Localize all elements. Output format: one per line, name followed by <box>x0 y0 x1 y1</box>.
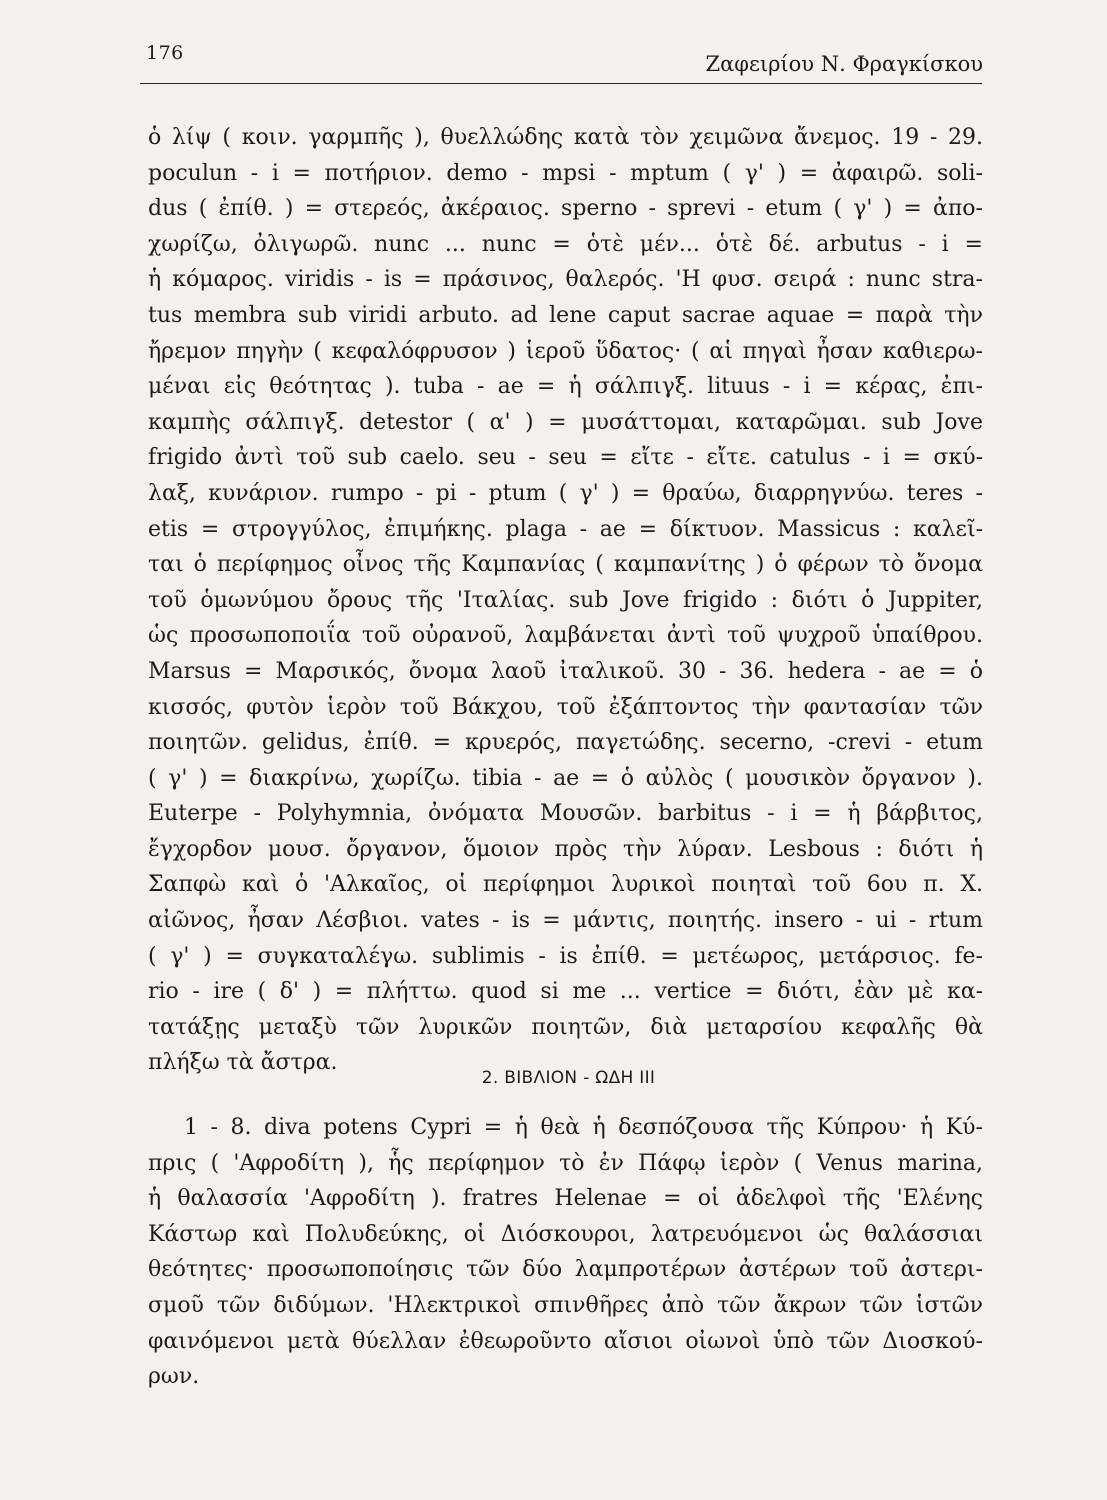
commentary-block-1 <box>148 120 983 1081</box>
commentary-block-2 <box>148 1110 983 1395</box>
text-line: tus membra sub viridi arbuto. ad lene caput sacrae aquae = παρὰ τὴν <box>148 302 983 328</box>
text-line: ὁ λίψ ( κοιν. γαρμπῆς ), θυελλώδης κατὰ τὸν χειμῶνα ἄνεμος. 19 - 29. <box>148 125 983 150</box>
text-line: καμπὴς σάλπιγξ. detestor ( α' ) = μυσάττομαι, καταρῶμαι. sub Jove <box>148 409 983 435</box>
text-line: κισσός, φυτὸν ἱερὸν τοῦ Βάκχου, τοῦ ἐξάπτοντος τὴν φαντασίαν τῶν <box>148 694 983 720</box>
text-line: πλήξω τὰ ἄστρα. <box>148 1050 338 1076</box>
text-line: ἤρεμον πηγὴν ( κεφαλόφρυσον ) ἱεροῦ ὕδατος· ( αἱ πηγαὶ ἦσαν καθιερω- <box>148 338 983 364</box>
text-line: Marsus = Μαρσικός, ὄνομα λαοῦ ἰταλικοῦ. 30 - 36. hedera - ae = ὁ <box>148 658 983 684</box>
text-line: ποιητῶν. gelidus, ἐπίθ. = κρυερός, παγετώδης. secerno, -crevi - etum <box>148 730 983 756</box>
running-head-author: Ζαφειρίου Ν. Φραγκίσκου <box>705 52 983 76</box>
text-line: Σαπφὼ καὶ ὁ 'Αλκαῖος, οἱ περίφημοι λυρικοὶ ποιηταὶ τοῦ 6ου π. Χ. <box>148 872 983 898</box>
text-line: frigido ἀντὶ τοῦ sub caelo. seu - seu = εἴτε - εἴτε. catulus - i = σκύ- <box>148 445 983 471</box>
text-line: πρις ( 'Αφροδίτη ), ἧς περίφημον τὸ ἐν Πάφῳ ἱερὸν ( Venus marina, <box>148 1150 983 1176</box>
text-line: ( γ' ) = συγκαταλέγω. sublimis - is ἐπίθ. = μετέωρος, μετάρσιος. fe- <box>148 943 983 969</box>
text-line: ( γ' ) = διακρίνω, χωρίζω. tibia - ae = ὁ αὐλὸς ( μουσικὸν ὄργανον ). <box>148 765 983 791</box>
header-rule <box>140 83 982 84</box>
text-line: μέναι εἰς θεότητας ). tuba - ae = ἡ σάλπιγξ. lituus - i = κέρας, ἐπι- <box>148 374 983 400</box>
section-heading: 2. ΒΙΒΛΙΟΝ - ΩΔΗ III <box>481 1068 656 1088</box>
text-line: αἰῶνος, ἦσαν Λέσβιοι. vates - is = μάντις, ποιητής. insero - ui - rtum <box>148 908 983 934</box>
text-line: poculun - i = ποτήριον. demo - mpsi - mptum ( γ' ) = ἀφαιρῶ. soli- <box>148 160 983 186</box>
text-line: etis = στρογγύλος, ἐπιμήκης. plaga - ae = δίκτυον. Massicus : καλεῖ- <box>148 516 983 542</box>
text-line: dus ( ἐπίθ. ) = στερεός, ἀκέραιος. sperno - sprevi - etum ( γ' ) = ἀπο- <box>148 196 983 222</box>
text-line: φαινόμενοι μετὰ θύελλαν ἐθεωροῦντο αἴσιοι οἰωνοὶ ὑπὸ τῶν Διοσκού- <box>148 1328 983 1354</box>
text-line: τατάξῃς μεταξὺ τῶν λυρικῶν ποιητῶν, διὰ μεταρσίου κεφαλῆς θὰ <box>148 1014 983 1040</box>
text-line: λαξ, κυνάριον. rumpo - pi - ptum ( γ' ) = θραύω, διαρρηγνύω. teres - <box>148 480 983 506</box>
text-line: ἡ κόμαρος. viridis - is = πράσινος, θαλερός. 'Η φυσ. σειρά : nunc stra- <box>148 267 983 293</box>
text-line: ὡς προσωποποιΐα τοῦ οὐρανοῦ, λαμβάνεται ἀντὶ τοῦ ψυχροῦ ὑπαίθρου. <box>148 623 983 649</box>
text-line: ἡ θαλασσία 'Αφροδίτη ). fratres Helenae = οἱ ἀδελφοὶ τῆς 'Ελένης <box>148 1186 983 1212</box>
text-line: 1 - 8. diva potens Cypri = ἡ θεὰ ἡ δεσπόζουσα τῆς Κύπρου· ἡ Κύ- <box>184 1115 983 1140</box>
text-line: Κάστωρ καὶ Πολυδεύκης, οἱ Διόσκουροι, λατρευόμενοι ὡς θαλάσσιαι <box>148 1221 983 1247</box>
text-line: rio - ire ( δ' ) = πλήττω. quod si me ... vertice = διότι, ἐὰν μὲ κα- <box>148 979 983 1005</box>
text-line: χωρίζω, ὀλιγωρῶ. nunc ... nunc = ὁτὲ μέν... ὁτὲ δέ. arbutus - i = <box>148 231 983 257</box>
text-line: ἔγχορδον μουσ. ὄργανον, ὅμοιον πρὸς τὴν λύραν. Lesbous : διότι ἡ <box>148 836 983 862</box>
text-line: ται ὁ περίφημος οἶνος τῆς Καμπανίας ( καμπανίτης ) ὁ φέρων τὸ ὄνομα <box>148 552 983 578</box>
text-line: τοῦ ὁμωνύμου ὄρους τῆς 'Ιταλίας. sub Jove frigido : διότι ὁ Juppiter, <box>148 587 983 613</box>
text-line: σμοῦ τῶν διδύμων. 'Ηλεκτρικοὶ σπινθῆρες ἀπὸ τῶν ἄκρων τῶν ἱστῶν <box>148 1292 983 1318</box>
text-line: Euterpe - Polyhymnia, ὀνόματα Μουσῶν. barbitus - i = ἡ βάρβιτος, <box>148 801 983 827</box>
text-line: ρων. <box>148 1364 200 1390</box>
page-number: 176 <box>146 42 184 64</box>
text-line: θεότητες· προσωποποίησις τῶν δύο λαμπροτέρων ἀστέρων τοῦ ἀστερι- <box>148 1257 983 1283</box>
